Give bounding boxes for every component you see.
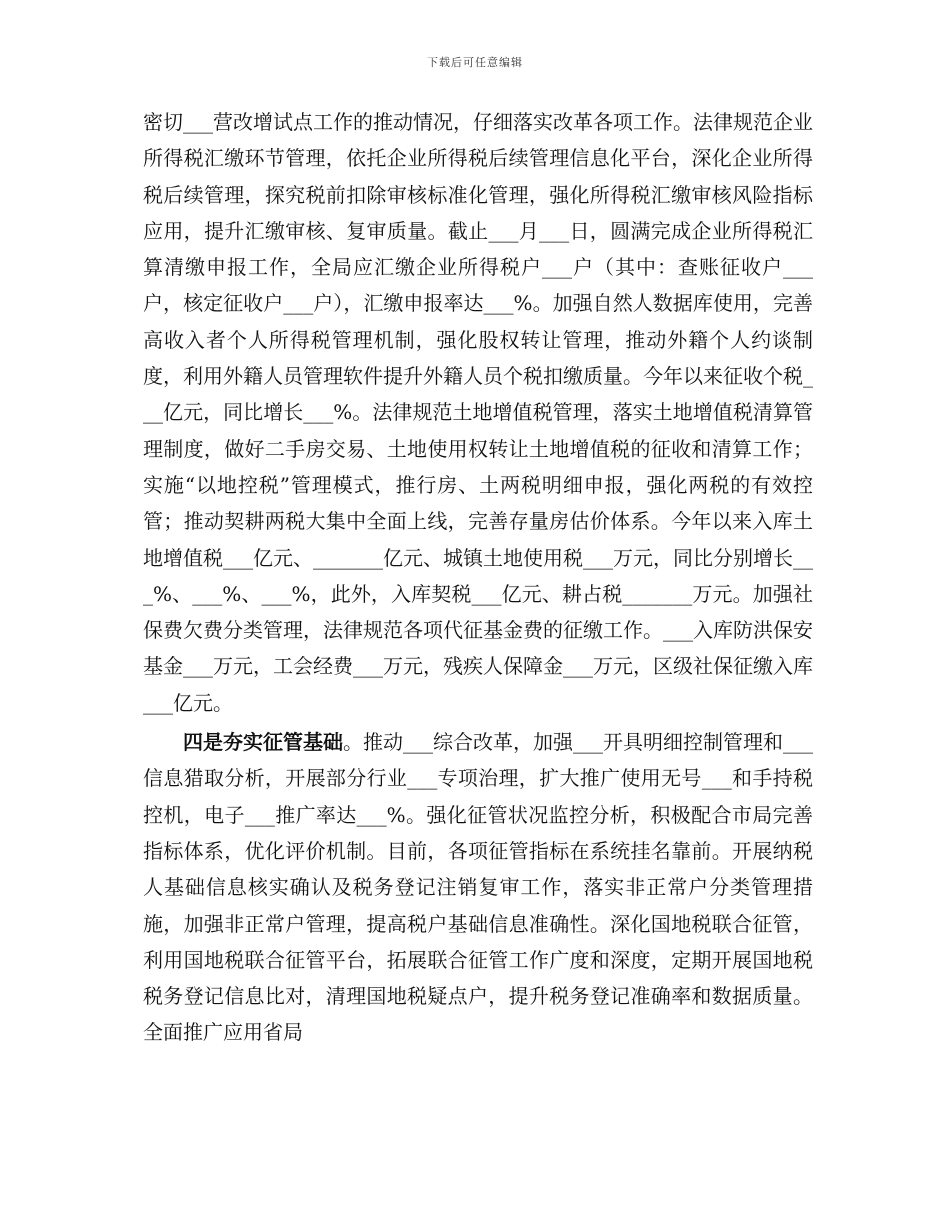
paragraph-text: 密切___营改增试点工作的推动情况，仔细落实改革各项工作。法律规范企业所得税汇缴环节管理，依托企业所得税后续管理信息化平台，深化企业所得税后续管理，探究税前扣除审核标准化管理，强化所得税汇缴审核风险指标应用，提升汇缴审核、复审质量。截止___月___日，圆满完成企业所得税汇算清缴申报工作，全局应汇缴企业所得税户___户（其中：查账征收户___户，核定征收户___户），汇缴申报率达___%。加强自然人数据库使用，完善高收入者个人所得税管理机制，强化股权转让管理，推动外籍个人约谈制度，利用外籍人员管理软件提升外籍人员个税扣缴质量。今年以来征收个税___亿元，同比增长___%。法律规范土地增值税管理，落实土地增值税清算管理制度，做好二手房交易、土地使用权转让土地增值税的征收和清算工作；实施“以地控税”管理模式，推行房、土两税明细申报，强化两税的有效控管；推动契耕两税大集中全面上线，完善存量房估价体系。今年以来入库土地增值税___亿元、_______亿元、城镇土地使用税___万元，同比分别增长___%、___%、___%，此外，入库契税___亿元、耕占税_______万元。加强社保费欠费分类管理，法律规范各项代征基金费的征缴工作。___入库防洪保安基金___万元，工会经费___万元，残疾人保障金___万元，区级社保征缴入库___亿元。 (143, 110, 813, 715)
paragraph-tax-management (143, 104, 813, 721)
paragraph-text: 。推动___综合改革，加强___开具明细控制管理和___信息猎取分析，开展部分行业___专项治理，扩大推广使用无号___和手持税控机，电子___推广率达___%。强化征管状况监控分析，积极配合市局完善指标体系，优化评价机制。目前，各项征管指标在系统挂名靠前。开展纳税人基础信息核实确认及税务登记注销复审工作，落实非正常户分类管理措施，加强非正常户管理，提高税户基础信息准确性。深化国地税联合征管，利用国地税联合征管平台，拓展联合征管工作广度和深度，定期开展国地税税务登记信息比对，清理国地税疑点户，提升税务登记准确率和数据质量。全面推广应用省局 (143, 730, 813, 1045)
document-body (143, 104, 813, 1051)
paragraph-lead-heading: 四是夯实征管基础 (183, 730, 343, 755)
paragraph-collection-foundation (143, 724, 813, 1051)
page-header: 下载后可任意编辑 (427, 56, 523, 69)
